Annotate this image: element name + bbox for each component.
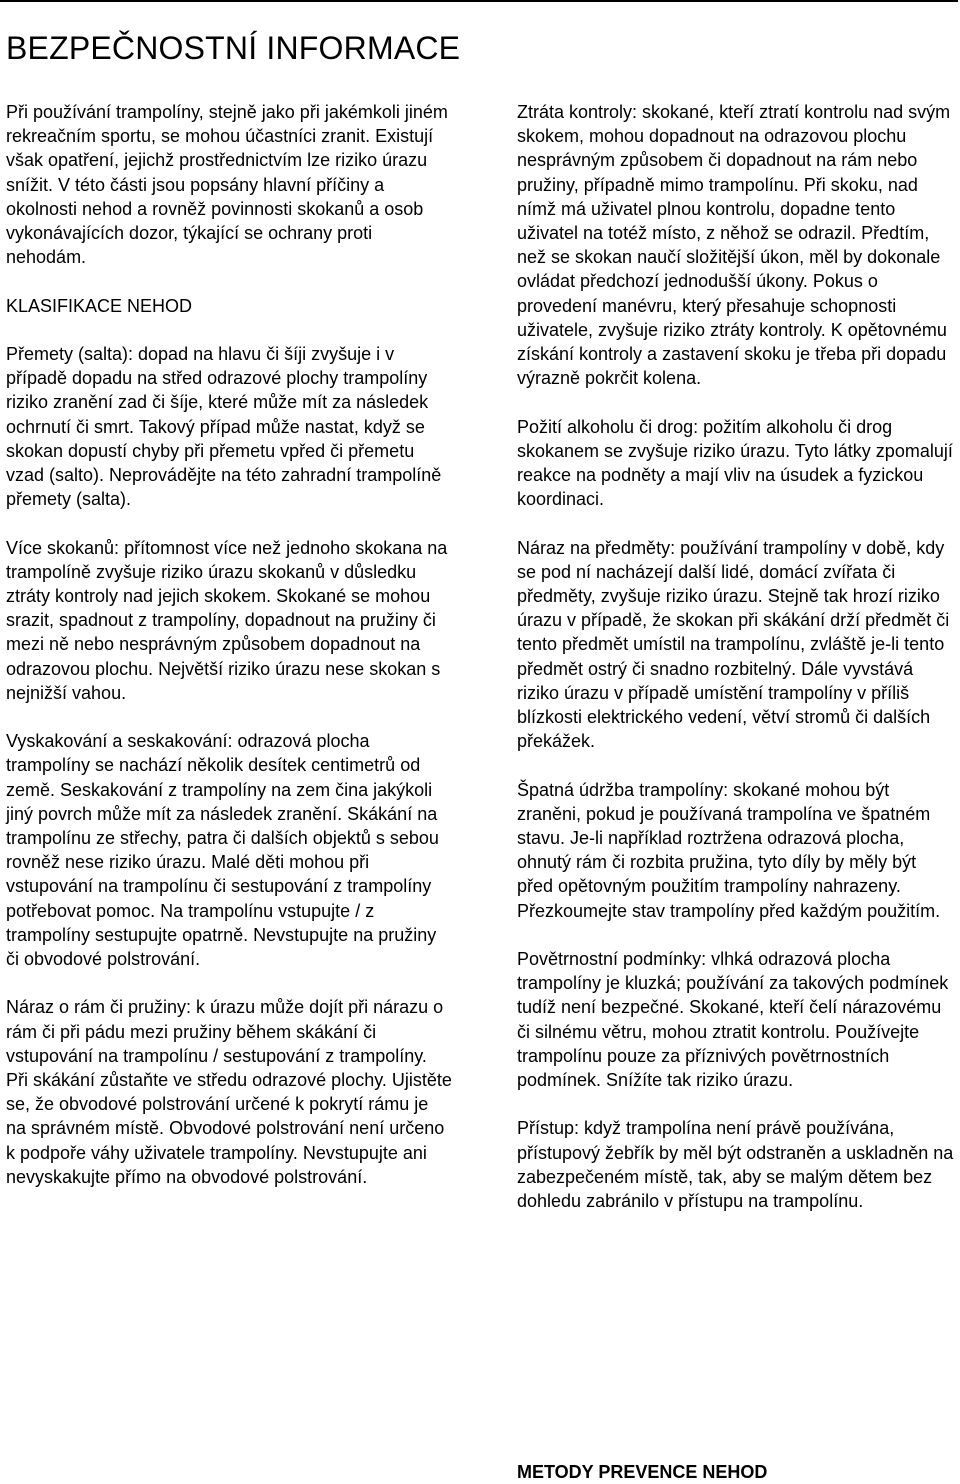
paragraph-somersaults: Přemety (salta): dopad na hlavu či šíji zvyšuje i v případě dopadu na střed odrazové plochy trampolíny riziko zranění zad či šíje, které může mít za následek ochrnutí či smrt. Takový případ může nastat, když se skokan dopustí chyby při přemetu vpřed či přemetu vzad (salto). Neprovádějte na této zahradní trampolíně přemety (salta). — [6, 344, 442, 510]
paragraph-alcohol-drugs: Požití alkoholu či drog: požitím alkoholu či drog skokanem se zvyšuje riziko úrazu. Tyto látky zpomalují reakce na podněty a mají vliv na úsudek a fyzickou koordinaci. — [517, 416, 953, 510]
paragraph-maintenance: Špatná údržba trampolíny: skokané mohou být zraněni, pokud je používaná trampolína ve špatném stavu. Je-li například roztržena odrazová plocha, ohnutý rám či rozbita pružina, tyto díly by měly být před opětovným použitím trampolíny nahrazeny. Přezkoumejte stav trampolíny před každým použitím. — [517, 779, 941, 921]
right-column — [517, 100, 957, 1237]
left-column — [6, 100, 452, 1213]
intro-paragraph: Při používání trampolíny, stejně jako při jakémkoli jiném rekreačním sportu, se mohou účastníci zranit. Existují však opatření, jejichž prostřednictvím lze riziko úrazu snížit. V této části jsou popsány hlavní příčiny a okolnosti nehod a rovněž povinnosti skokanů a osob vykonávajících dozor, týkající se ochrany proti nehodám. — [6, 102, 448, 268]
page-title: BEZPEČNOSTNÍ INFORMACE — [6, 30, 461, 66]
paragraph-objects: Náraz na předměty: používání trampolíny v době, kdy se pod ní nacházejí další lidé, domácí zvířata či předměty, zvyšuje riziko úrazu. Stejně tak hrozí riziko úrazu v případě, že skokan při skákání drží předmět či tento předmět umístil na trampolínu, zvláště je-li tento předmět ostrý či snadno rozbitelný. Dále vyvstává riziko úrazu v případě umístění trampolíny v příliš blízkosti elektrického vedení, větví stromů či dalších překážek. — [517, 537, 950, 752]
paragraph-multiple-jumpers: Více skokanů: přítomnost více než jednoho skokana na trampolíně zvyšuje riziko úrazu skokanů v důsledku ztráty kontroly nad jejich skokem. Skokané se mohou srazit, spadnout z trampolíny, dopadnout na pružiny či mezi ně nebo nesprávným způsobem dopadnout na odrazovou plochu. Největší riziko úrazu nese skokan s nejnižší vahou. — [6, 537, 448, 703]
section-heading-classification: KLASIFIKACE NEHOD — [6, 295, 193, 316]
section-heading-prevention: METODY PREVENCE NEHOD — [517, 1462, 768, 1482]
paragraph-mounting-dismounting: Vyskakování a seskakování: odrazová plocha trampolíny se nachází několik desítek centimetrů od země. Seskakování z trampolíny na zem čina jakýkoli jiný povrch může mít za následek zranění. Skákání na trampolínu ze střechy, patra či dalších objektů s sebou rovněž nese riziko úrazu. Malé děti mohou při vstupování na trampolínu či sestupování z trampolíny potřebovat pomoc. Na trampolínu vstupujte / z trampolíny sestupujte opatrně. Nevstupujte na pružiny či obvodové polstrování. — [6, 731, 439, 970]
paragraph-weather: Povětrnostní podmínky: vlhká odrazová plocha trampolíny je kluzká; používání za takových podmínek tudíž není bezpečné. Skokané, kteří čelí nárazovému či silnému větru, mohou ztratit kontrolu. Používejte trampolínu pouze za příznivých povětrnostních podmínek. Snížíte tak riziko úrazu. — [517, 949, 949, 1091]
paragraph-loss-of-control: Ztráta kontroly: skokané, kteří ztratí kontrolu nad svým skokem, mohou dopadnout na odrazovou plochu nesprávným způsobem či dopadnout na rám nebo pružiny, případně mimo trampolínu. Při skoku, nad nímž má uživatel plnou kontrolu, dopadne tento uživatel na totéž místo, z něhož se odrazil. Předtím, než se skokan naučí složitější úkon, měl by dokonale ovládat předchozí jednodušší úkony. Pokus o provedení manévru, který přesahuje schopnosti uživatele, zvyšuje riziko ztráty kontroly. K opětovnému získání kontroly a zastavení skoku je třeba při dopadu výrazně pokrčit kolena. — [517, 102, 951, 389]
top-rule — [0, 0, 958, 2]
paragraph-access: Přístup: když trampolína není právě používána, přístupový žebřík by měl být odstraněn a uskladněn na zabezpečeném místě, tak, aby se malým dětem bez dohledu zabránilo v přístupu na trampolínu. — [517, 1118, 954, 1212]
paragraph-frame-springs: Náraz o rám či pružiny: k úrazu může dojít při nárazu o rám či při pádu mezi pružiny během skákání či vstupování na trampolínu / sestupování z trampolíny. Při skákání zůstaňte ve středu odrazové plochy. Ujistěte se, že obvodové polstrování určené k pokrytí rámu je na správném místě. Obvodové polstrování není určeno k podpoře váhy uživatele trampolíny. Nevstupujte ani nevyskakujte přímo na obvodové polstrování. — [6, 997, 452, 1187]
